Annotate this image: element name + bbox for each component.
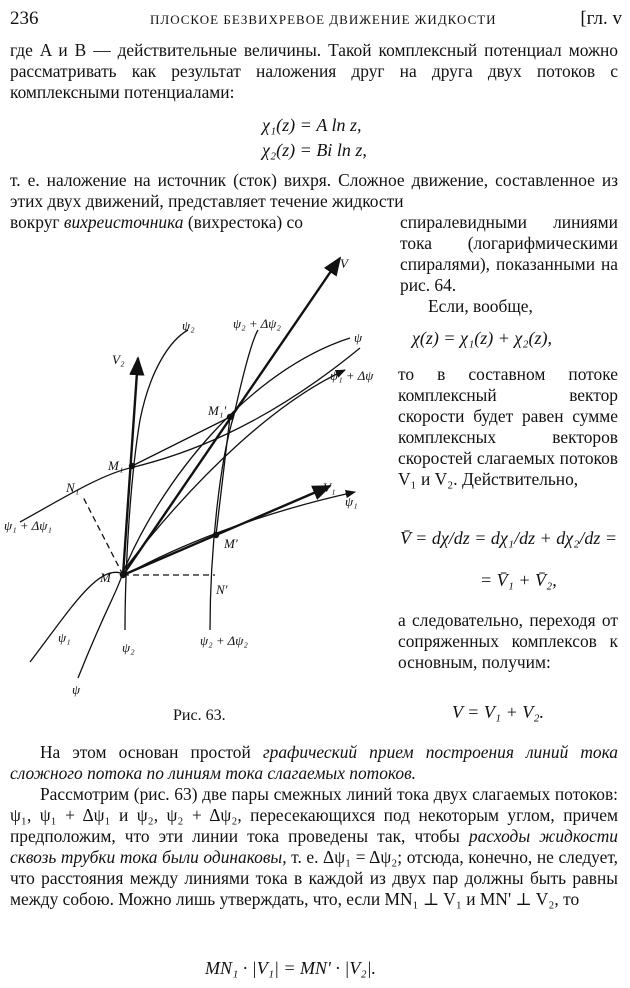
label-n1: N₁ [66, 480, 80, 495]
equation-velocity-sum: = V̄₁ + V̄₂, [480, 570, 557, 590]
para4-italic: расходы жидкости сквозь трубки тока были одинаковы, [10, 826, 618, 867]
term-vortex-source: вихреисточника [63, 212, 184, 232]
figure-63-diagram [0, 230, 400, 700]
label-psi1-right: ψ₁ [345, 494, 358, 509]
chapter-marker: [гл. v [580, 8, 622, 29]
label-psi2: ψ₂ [182, 318, 195, 333]
equation-velocity: V̄ = dχ/dz = dχ₁/dz + dχ₂/dz = [400, 528, 618, 548]
label-m: M [100, 570, 111, 585]
label-v2: V₂ [112, 352, 125, 367]
label-psi1-bottom: ψ₁ [58, 630, 71, 645]
equation-flux-equality: MN₁ · |V₁| = MN' · |V₂|. [205, 958, 377, 978]
label-v: V [340, 256, 348, 271]
figure-caption: Рис. 63. [173, 707, 226, 724]
label-psi-plus: ψ₁ + Δψ [330, 368, 374, 383]
equation-v-sum: V = V₁ + V₂. [452, 702, 544, 722]
label-mp: M' [224, 536, 238, 551]
para2-lead: вокруг [10, 212, 60, 232]
para3-lead: На этом основан простой [40, 742, 251, 762]
label-np: N' [216, 582, 228, 597]
label-m1p: M₁' [208, 403, 227, 418]
label-v1: V₁ [323, 480, 336, 495]
page-number: 236 [10, 8, 39, 29]
label-psi2-plus-bottom: ψ₂ + Δψ₂ [200, 633, 248, 648]
label-m1: M₁ [108, 458, 124, 473]
paragraph-4 [10, 784, 618, 910]
point-m1 [129, 463, 135, 469]
dashed-mn1 [82, 495, 123, 575]
side-text-3: то в составном потоке комплексный вектор скорости будет равен сумме комплексных векторов скоростей слагаемых потоков V₁ и V₂. Действительно, [398, 364, 618, 489]
running-header [10, 8, 622, 34]
para3-italic: графический прием построения линий тока сложного потока по линиям тока слагаемых потоков. [10, 742, 618, 783]
label-psi: ψ [354, 330, 363, 345]
paragraph-2: т. е. наложение на источник (сток) вихря. Сложное движение, составленное из этих двух движений, представляет течение жидкости [10, 170, 618, 211]
label-psi-bottom: ψ [72, 682, 81, 697]
side-text-1: спиралевидными линиями тока (логарифмическими спиралями), показанными на рис. 64. [400, 212, 618, 295]
label-psi2-plus: ψ₂ + Δψ₂ [233, 316, 281, 331]
equation-chi1: χ₁(z) = A ln z, [262, 115, 362, 135]
equation-chi2: χ₂(z) = Bi ln z, [262, 140, 367, 160]
point-m1p [227, 414, 233, 420]
paragraph-3 [10, 742, 618, 784]
point-m [120, 572, 126, 578]
para2-tail: (вихрестока) со [187, 212, 303, 232]
streamline-psi1 [30, 492, 355, 662]
para4-a: Рассмотрим (рис. 63) две пары смежных линий тока двух слагаемых потоков: ψ₁, ψ₁ + Δψ₁ и ψ₂, ψ₂ + Δψ₂, пересекающихся под некоторым углом, причем предположим, что эти линии тока проведены так, чтобы [10, 784, 618, 846]
running-title: ПЛОСКОЕ БЕЗВИХРЕВОЕ ДВИЖЕНИЕ ЖИДКОСТИ [150, 12, 497, 27]
label-psi1-plus-left: ψ₁ + Δψ₁ [4, 518, 52, 533]
para4-b: т. е. Δψ₁ = Δψ₂; отсюда, конечно, не следует, что расстояния между линиями тока в каждой из двух пар должны быть равны между собою. Можно лишь утверждать, что, если MN₁ ⊥ V₁ и MN' ⊥ V₂, то [10, 847, 618, 909]
streamline-psi2 [125, 330, 188, 630]
paragraph-1: где A и B — действительные величины. Такой комплексный потенциал можно рассматривать как результат наложения друг на друга двух потоков с комплексными потенциалами: [10, 40, 618, 102]
label-psi2-bottom: ψ₂ [122, 640, 135, 655]
equation-chi-sum: χ(z) = χ₁(z) + χ₂(z), [412, 328, 553, 348]
side-text-2: Если, вообще, [428, 296, 533, 316]
side-text-4: а следовательно, переходя от сопряженных комплексов к основным, получим: [398, 610, 618, 672]
point-mp [213, 532, 219, 538]
